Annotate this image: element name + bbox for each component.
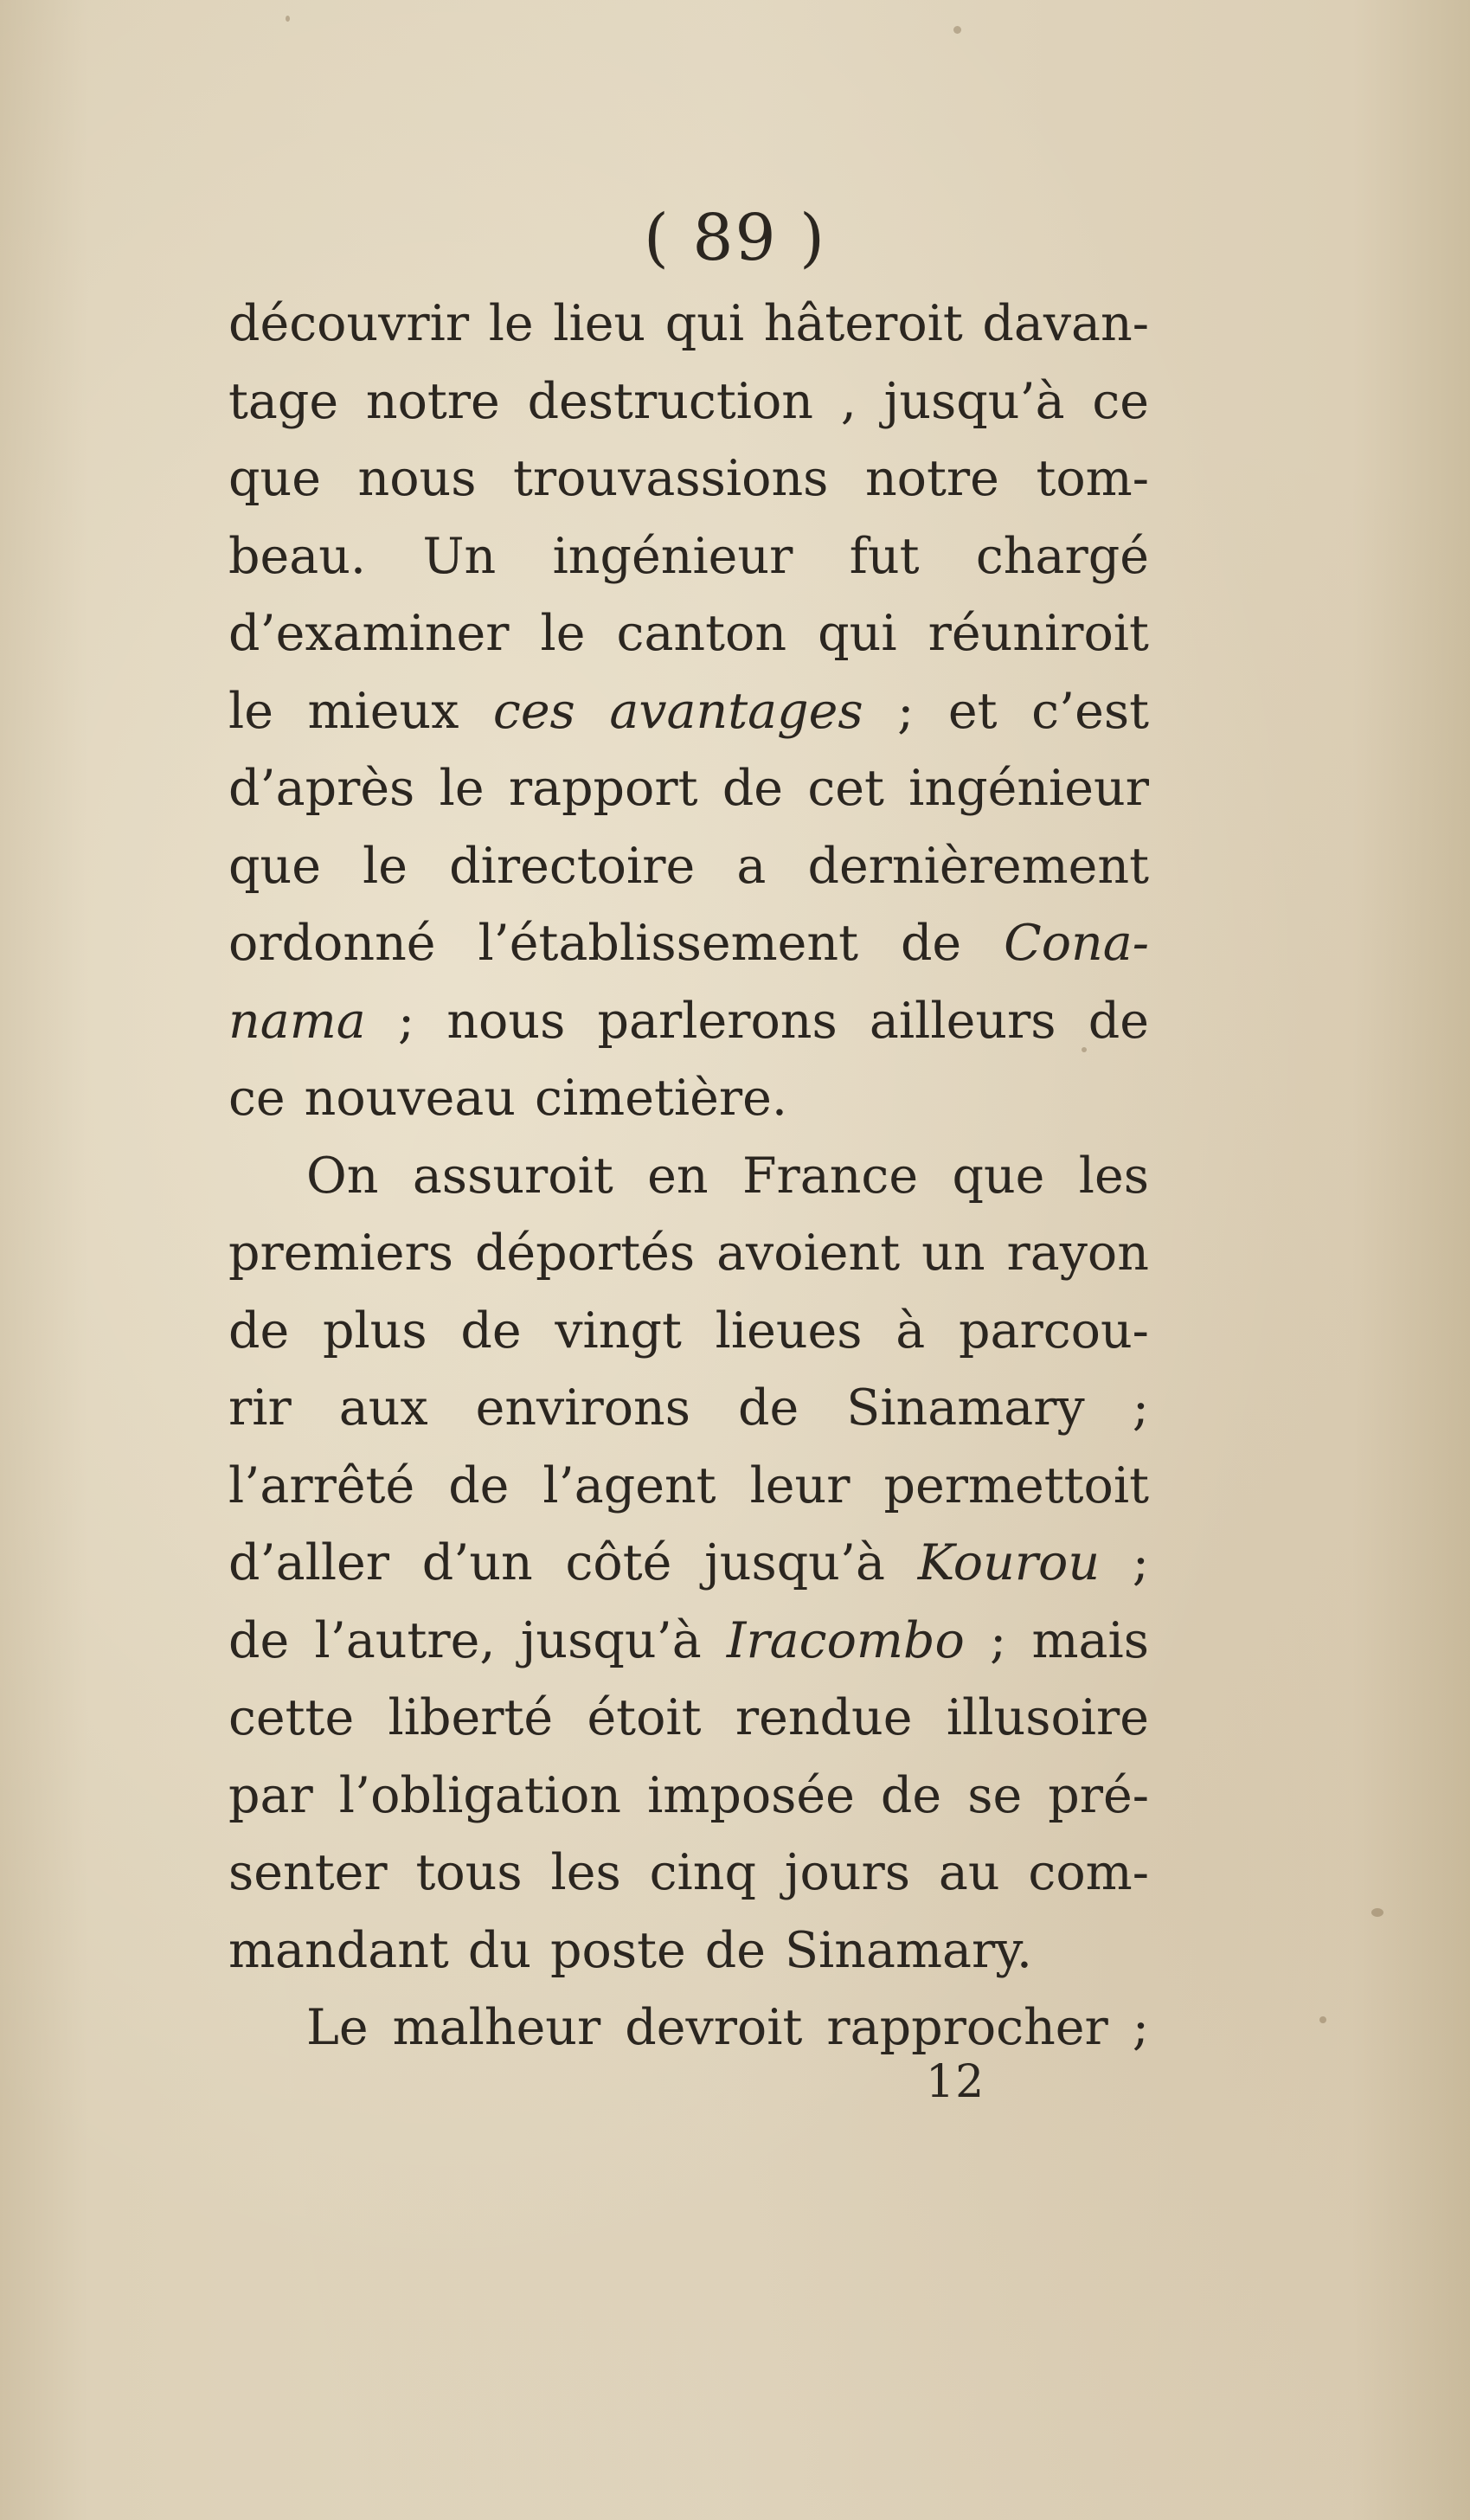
word: ; [897, 682, 915, 740]
word: de [704, 1921, 766, 1979]
text-line [228, 1680, 1149, 1758]
word: le [540, 605, 586, 662]
word: que [228, 450, 321, 507]
word: tom- [1036, 450, 1149, 507]
word: l’arrêté [228, 1456, 415, 1514]
word: imposée [647, 1766, 855, 1824]
word: ingénieur [908, 760, 1149, 817]
paper-speck [953, 26, 961, 34]
word: l’établissement [478, 915, 859, 972]
word: fut [849, 527, 920, 585]
word: qui [818, 605, 897, 662]
text-line [228, 1370, 1149, 1448]
word: cette [228, 1689, 355, 1746]
word: plus [322, 1302, 427, 1360]
word: directoire [449, 837, 696, 895]
word: de [1088, 992, 1149, 1050]
word: ce [1092, 372, 1149, 430]
word: Sinamary. [784, 1921, 1032, 1979]
word: Le [306, 1999, 369, 2056]
text-line [228, 750, 1149, 828]
word: Sinamary [846, 1379, 1085, 1437]
body-text [228, 286, 1149, 2067]
paper-speck [1319, 2016, 1326, 2023]
word: notre [864, 450, 999, 507]
word: jusqu’à [883, 372, 1065, 430]
text-line [228, 1603, 1149, 1681]
italic-word: Kourou [917, 1534, 1101, 1591]
word: de [738, 1379, 799, 1437]
word: senter [228, 1844, 388, 1901]
word: d’un [421, 1534, 533, 1591]
word: cimetière. [535, 1070, 787, 1127]
word: cet [807, 760, 884, 817]
word: lieu [553, 295, 646, 352]
word: liberté [388, 1689, 554, 1746]
word: et [947, 682, 998, 740]
word: illusoire [946, 1689, 1149, 1746]
text-line [228, 1835, 1149, 1912]
word: tage [228, 372, 339, 430]
italic-word: avantages [609, 682, 863, 740]
word: aux [338, 1379, 428, 1437]
word: ; [990, 1611, 1007, 1669]
word: pré- [1048, 1766, 1149, 1824]
word: le [488, 295, 534, 352]
word: tous [415, 1844, 523, 1901]
word: leur [749, 1456, 851, 1514]
word: au [938, 1844, 1000, 1901]
word: beau. [228, 527, 367, 585]
word: ce [228, 1070, 286, 1127]
text-line [228, 673, 1149, 751]
word: hâteroit [763, 295, 963, 352]
word: les [1078, 1147, 1149, 1205]
text-line [228, 1293, 1149, 1371]
word: c’est [1031, 682, 1149, 740]
word: jours [784, 1844, 910, 1901]
word: à [895, 1302, 926, 1360]
word: parlerons [597, 992, 838, 1050]
word: Un [422, 527, 497, 585]
word: découvrir [228, 295, 470, 352]
word: jusqu’à [520, 1611, 702, 1669]
word: environs [475, 1379, 691, 1437]
word: cinq [649, 1844, 756, 1901]
paper-speck [1371, 1908, 1383, 1917]
italic-word: Iracombo [726, 1611, 965, 1669]
text-line [228, 518, 1149, 596]
word: d’aller [228, 1534, 390, 1591]
italic-word: Cona- [1004, 915, 1149, 972]
word: mieux [307, 682, 459, 740]
word: déportés [474, 1225, 696, 1282]
text-line [228, 440, 1149, 518]
word: le [439, 760, 485, 817]
word: ordonné [228, 915, 436, 972]
word: rapprocher [826, 1999, 1108, 2056]
word: rapport [508, 760, 698, 817]
word: de [460, 1302, 522, 1360]
word: mais [1031, 1611, 1149, 1669]
word: en [647, 1147, 709, 1205]
word: réuniroit [928, 605, 1149, 662]
word: rayon [1006, 1225, 1149, 1282]
word: parcou- [958, 1302, 1149, 1360]
text-line [228, 286, 1149, 363]
word: de [448, 1456, 510, 1514]
italic-word: ces [492, 682, 575, 740]
word: dernièrement [807, 837, 1149, 895]
word: premiers [228, 1225, 453, 1282]
word: ailleurs [869, 992, 1056, 1050]
word: com- [1028, 1844, 1149, 1901]
text-line [228, 1758, 1149, 1835]
word: chargé [975, 527, 1149, 585]
word: de [880, 1766, 942, 1824]
word: ; [397, 992, 415, 1050]
word: rir [228, 1379, 292, 1437]
word: du [467, 1921, 532, 1979]
text-line [228, 905, 1149, 983]
word: côté [565, 1534, 672, 1591]
word: de [228, 1611, 290, 1669]
text-line [228, 1448, 1149, 1526]
word: davan- [982, 295, 1149, 352]
word: ; [1132, 1999, 1149, 2056]
word: permettoit [883, 1456, 1149, 1514]
word: mandant [228, 1921, 449, 1979]
word: se [967, 1766, 1023, 1824]
word: a [736, 837, 767, 895]
word: lieues [715, 1302, 863, 1360]
text-line [228, 1912, 1149, 1990]
word: nouveau [304, 1070, 517, 1127]
text-line [228, 983, 1149, 1061]
text-line [228, 1060, 1149, 1138]
word: rendue [735, 1689, 913, 1746]
word: jusqu’à [704, 1534, 885, 1591]
paper-speck [286, 16, 290, 22]
paper-speck [1082, 1047, 1087, 1052]
word: , [840, 372, 857, 430]
word: de [900, 915, 962, 972]
word: malheur [392, 1999, 601, 2056]
word: notre [365, 372, 500, 430]
word: l’obligation [338, 1766, 622, 1824]
word: canton [616, 605, 787, 662]
word: par [228, 1766, 313, 1824]
word: de [228, 1302, 290, 1360]
word: de [722, 760, 784, 817]
word: trouvassions [513, 450, 829, 507]
word: d’après [228, 760, 415, 817]
word: vingt [555, 1302, 682, 1360]
word: ingénieur [552, 527, 793, 585]
word: poste [550, 1921, 686, 1979]
word: qui [664, 295, 745, 352]
word: avoient [716, 1225, 901, 1282]
word: devroit [625, 1999, 803, 2056]
word: ; [1132, 1379, 1149, 1437]
word: le [363, 837, 408, 895]
text-line [228, 1525, 1149, 1603]
text-line [228, 595, 1149, 673]
word: nous [357, 450, 477, 507]
page-number: ( 89 ) [644, 201, 826, 275]
text-line [228, 363, 1149, 441]
word: d’examiner [228, 605, 510, 662]
signature-mark: 12 [926, 2056, 985, 2108]
word: le [228, 682, 273, 740]
word: assuroit [412, 1147, 613, 1205]
word: que [228, 837, 321, 895]
word: l’agent [542, 1456, 716, 1514]
word: France [741, 1147, 919, 1205]
word: On [306, 1147, 379, 1205]
text-line [228, 828, 1149, 906]
word: les [550, 1844, 621, 1901]
word: destruction [527, 372, 813, 430]
text-line [228, 1990, 1149, 2067]
italic-word: nama [228, 992, 366, 1050]
word: un [921, 1225, 985, 1282]
text-line [228, 1215, 1149, 1293]
word: nous [446, 992, 566, 1050]
word: étoit [587, 1689, 702, 1746]
word: que [952, 1147, 1045, 1205]
word: ; [1132, 1534, 1149, 1591]
text-line [228, 1138, 1149, 1216]
word: l’autre, [314, 1611, 496, 1669]
